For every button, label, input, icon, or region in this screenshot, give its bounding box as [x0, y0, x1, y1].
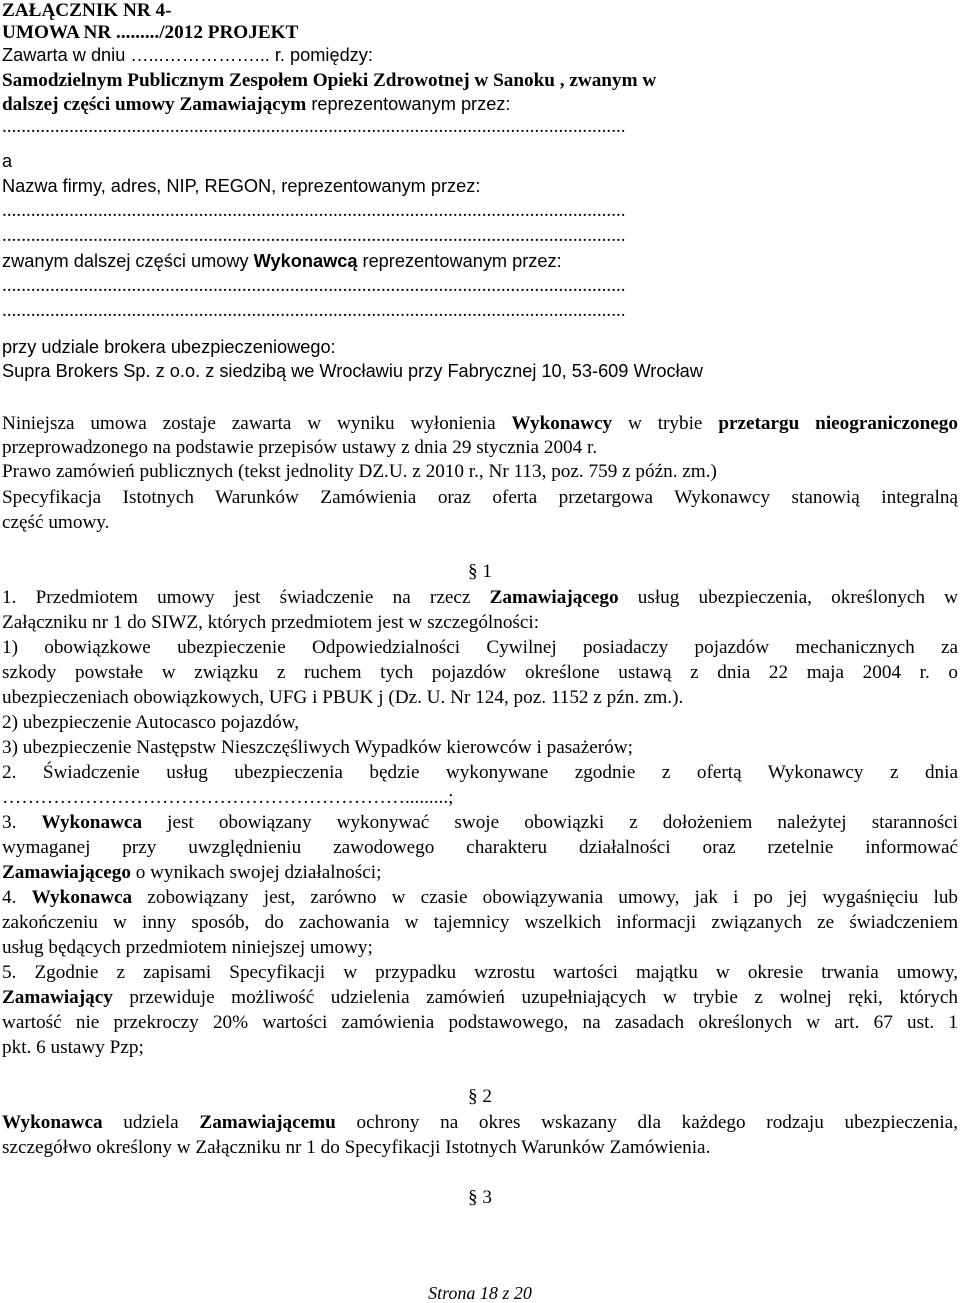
section-1-line: wymaganej przy uwzględnieniu zawodowego charakteru działalności oraz rzetelnie informować — [2, 837, 958, 858]
section-1-line: 2. Świadczenie usług ubezpieczenia będzie wykonywane zgodnie z ofertą Wykonawcy z dnia — [2, 762, 958, 783]
preamble-line-3: Prawo zamówień publicznych (tekst jednolity DZ.U. z 2010 r., Nr 113, poz. 759 z późn. zm.) — [2, 461, 717, 482]
section-1-line: 4. Wykonawca zobowiązany jest, zarówno w czasie obowiązywania umowy, jak i po jej wygaśnięciu lub — [2, 887, 959, 908]
preamble-line-1: Niniejsza umowa zostaje zawarta w wyniku wyłonienia Wykonawcy w trybie przetargu nieograniczonego — [2, 413, 958, 434]
section-1-line: Zamawiający przewiduje możliwość udzielenia zamówień uzupełniających w trybie z wolnej ręki, których — [2, 987, 958, 1008]
section-1-line: Załączniku nr 1 do SIWZ, których przedmiotem jest w szczególności: — [2, 612, 540, 633]
section-1-line: zakończeniu w inny sposób, do zachowania w tajemnicy wszelkich informacji związanych ze świadczeniem — [2, 912, 958, 933]
date-line: Zawarta w dniu …...……………... r. pomiędzy: — [2, 45, 373, 65]
section-3-heading: § 3 — [468, 1187, 492, 1208]
conjunction: a — [2, 151, 13, 171]
section-1-line: ubezpieczeniach obowiązkowych, UFG i PBUK j (Dz. U. Nr 124, poz. 1152 z pźn. zm.). — [2, 687, 684, 708]
dotted-line-4: .................................................................................................................................. — [2, 275, 626, 296]
preamble-line-5: część umowy. — [2, 512, 110, 533]
party-a-name-line-2: dalszej części umowy Zamawiającym reprezentowanym przez: — [2, 94, 511, 115]
section-2-line: szczegółwo określony w Załączniku nr 1 do Specyfikacji Istotnych Warunków Zamówienia. — [2, 1137, 711, 1158]
preamble-line-4: Specyfikacja Istotnych Warunków Zamówienia oraz oferta przetargowa Wykonawcy stanowią integralną — [2, 487, 958, 508]
section-1-line: wartość nie przekroczy 20% wartości zamówienia podstawowego, na zasadach określonych w art. 67 ust. 1 — [2, 1012, 958, 1033]
section-1-line: 2) ubezpieczenie Autocasco pojazdów, — [2, 712, 300, 733]
section-1-line: 3) ubezpieczenie Następstw Nieszczęśliwych Wypadków kierowców i pasażerów; — [2, 737, 633, 758]
party-b-intro: Nazwa firmy, adres, NIP, REGON, reprezentowanym przez: — [2, 176, 481, 196]
section-1-line: 1) obowiązkowe ubezpieczenie Odpowiedzialności Cywilnej posiadaczy pojazdów mechanicznych za — [2, 637, 958, 658]
section-2-heading: § 2 — [468, 1086, 492, 1107]
section-1-line: 1. Przedmiotem umowy jest świadczenie na rzecz Zamawiającego usług ubezpieczenia, określonych w — [2, 587, 959, 608]
section-1-line: usług będących przedmiotem niniejszej umowy; — [2, 937, 373, 958]
preamble-line-2: przeprowadzonego na podstawie przepisów ustawy z dnia 29 stycznia 2004 r. — [2, 437, 598, 458]
page-number: Strona 18 z 20 — [428, 1283, 532, 1303]
dotted-line-1: .................................................................................................................................. — [2, 116, 626, 137]
section-2-line: Wykonawca udziela Zamawiającemu ochrony na okres wskazany dla każdego rodzaju ubezpieczenia, — [2, 1112, 958, 1133]
broker-intro: przy udziale brokera ubezpieczeniowego: — [2, 337, 336, 357]
section-1-heading: § 1 — [468, 561, 492, 582]
broker-details: Supra Brokers Sp. z o.o. z siedzibą we Wrocławiu przy Fabrycznej 10, 53-609 Wrocław — [2, 361, 703, 381]
dotted-line-3: .................................................................................................................................. — [2, 225, 626, 246]
party-a-name-line-1: Samodzielnym Publicznym Zespołem Opieki Zdrowotnej w Sanoku , zwanym w — [2, 70, 657, 91]
document-title: ZAŁĄCZNIK NR 4- — [2, 0, 172, 21]
section-1-line: Zamawiającego o wynikach swojej działalności; — [2, 862, 382, 883]
section-1-line: 5. Zgodnie z zapisami Specyfikacji w przypadku wzrostu wartości majątku w okresie trwania umowy, — [2, 962, 958, 983]
section-1-dotted-date: ……………………………………………………….........; — [2, 787, 454, 808]
dotted-line-5: .................................................................................................................................. — [2, 300, 626, 321]
section-1-line: pkt. 6 ustawy Pzp; — [2, 1037, 144, 1058]
section-1-line: 3. Wykonawca jest obowiązany wykonywać swoje obowiązki z dołożeniem należytej staranności — [2, 812, 959, 833]
party-b-called: zwanym dalszej części umowy Wykonawcą reprezentowanym przez: — [2, 251, 562, 271]
dotted-line-2: .................................................................................................................................. — [2, 200, 626, 221]
section-1-line: szkody powstałe w związku z ruchem tych pojazdów określone ustawą z dnia 22 maja 2004 r. o — [2, 662, 958, 683]
contract-number: UMOWA NR ........./2012 PROJEKT — [2, 22, 299, 43]
